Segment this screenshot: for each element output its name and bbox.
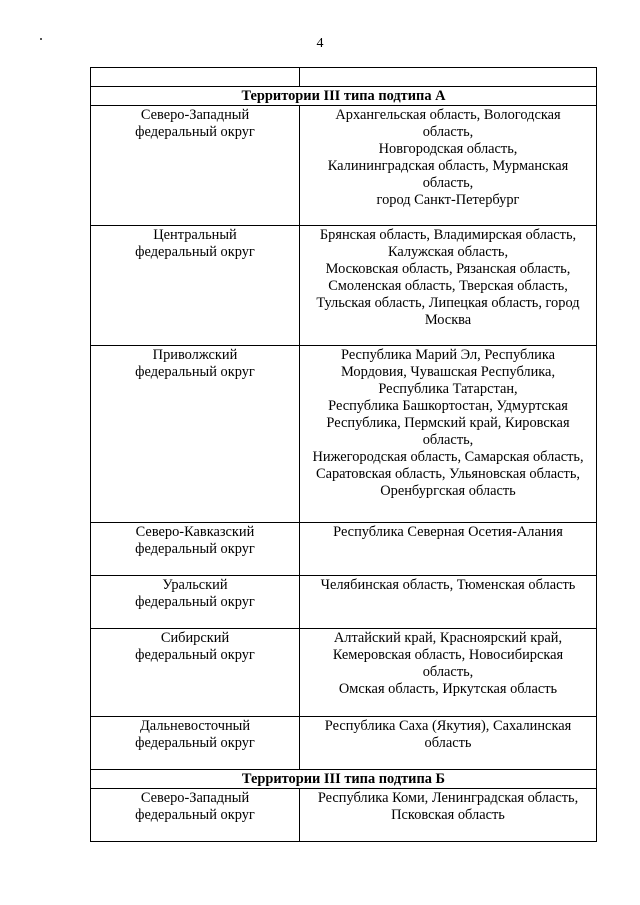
regions-text	[303, 106, 593, 209]
region-line: город Санкт-Петербург	[376, 192, 520, 208]
region-line: Республика, Пермский край, Кировская	[326, 415, 570, 431]
table-row	[91, 629, 597, 717]
district-cell	[91, 523, 300, 576]
region-line: Мордовия, Чувашская Республика,	[340, 364, 556, 380]
region-line: область,	[422, 664, 474, 680]
district-cell	[91, 346, 300, 523]
region-line: Новгородская область,	[378, 141, 518, 157]
region-line: Республика Северная Осетия-Алания	[333, 524, 563, 540]
district-line: Уральский	[162, 577, 228, 593]
district-line: федеральный округ	[135, 735, 255, 751]
district-text	[94, 717, 296, 752]
regions-text	[303, 717, 593, 752]
region-line: Республика Татарстан,	[378, 381, 518, 397]
regions-text	[303, 346, 593, 500]
region-line: Омская область, Иркутская область	[338, 681, 558, 697]
region-line: Тульская область, Липецкая область, город	[316, 295, 580, 311]
territories-table-body	[91, 68, 597, 842]
section-heading-row	[91, 770, 597, 789]
district-line: федеральный округ	[135, 124, 255, 140]
table-row	[91, 226, 597, 346]
table-row	[91, 789, 597, 842]
section-heading: Территории III типа подтипа Б	[91, 770, 597, 789]
regions-cell	[300, 576, 597, 629]
district-line: федеральный округ	[135, 647, 255, 663]
district-text	[94, 106, 296, 141]
district-line: Северо-Западный	[140, 790, 250, 806]
region-line: Калужская область,	[387, 244, 509, 260]
region-line: Алтайский край, Красноярский край,	[333, 630, 563, 646]
region-line: Республика Марий Эл, Республика	[341, 347, 555, 363]
district-line: Сибирский	[160, 630, 230, 646]
table-blank-row	[91, 68, 597, 87]
regions-cell	[300, 106, 597, 226]
region-line: Республика Коми, Ленинградская область,	[317, 790, 579, 806]
table-row	[91, 106, 597, 226]
region-line: область,	[422, 124, 474, 140]
district-text	[94, 226, 296, 261]
district-cell	[91, 789, 300, 842]
regions-cell	[300, 717, 597, 770]
district-line: федеральный округ	[135, 594, 255, 610]
district-text	[94, 346, 296, 381]
regions-text	[303, 523, 593, 541]
district-line: федеральный округ	[135, 541, 255, 557]
region-line: область	[424, 735, 472, 751]
table-row	[91, 346, 597, 523]
table-row	[91, 717, 597, 770]
district-line: Приволжский	[152, 347, 238, 363]
region-line: Московская область, Рязанская область,	[325, 261, 571, 277]
region-line: Брянская область, Владимирская область,	[319, 227, 577, 243]
region-line: Нижегородская область, Самарская область,	[312, 449, 584, 465]
section-heading-row	[91, 87, 597, 106]
district-line: федеральный округ	[135, 364, 255, 380]
regions-cell	[300, 523, 597, 576]
table-row	[91, 576, 597, 629]
region-line: Республика Саха (Якутия), Сахалинская	[324, 718, 572, 734]
region-line: Саратовская область, Ульяновская область,	[316, 466, 580, 482]
territories-table	[90, 67, 597, 842]
region-line: Смоленская область, Тверская область,	[328, 278, 568, 294]
page-number: 4	[316, 36, 324, 51]
region-line: Челябинская область, Тюменская область	[320, 577, 576, 593]
region-line: Оренбургская область	[380, 483, 516, 499]
regions-text	[303, 629, 593, 698]
district-text	[94, 523, 296, 558]
district-cell	[91, 576, 300, 629]
region-line: Калининградская область, Мурманская	[327, 158, 569, 174]
district-line: федеральный округ	[135, 807, 255, 823]
region-line: область,	[422, 175, 474, 191]
regions-cell	[300, 629, 597, 717]
blank-cell	[91, 68, 300, 87]
regions-cell	[300, 226, 597, 346]
district-text	[94, 789, 296, 824]
regions-text	[303, 226, 593, 329]
district-line: Дальневосточный	[139, 718, 251, 734]
district-cell	[91, 226, 300, 346]
section-heading: Территории III типа подтипа А	[91, 87, 597, 106]
district-cell	[91, 717, 300, 770]
region-line: Псковская область	[391, 807, 505, 823]
district-cell	[91, 629, 300, 717]
district-line: Центральный	[153, 227, 237, 243]
district-cell	[91, 106, 300, 226]
district-line: федеральный округ	[135, 244, 255, 260]
region-line: Архангельская область, Вологодская	[335, 107, 561, 123]
district-line: Северо-Западный	[140, 107, 250, 123]
region-line: Кемеровская область, Новосибирская	[332, 647, 564, 663]
table-row	[91, 523, 597, 576]
region-line: область,	[422, 432, 474, 448]
regions-text	[303, 576, 593, 594]
regions-cell	[300, 789, 597, 842]
blank-cell	[300, 68, 597, 87]
regions-cell	[300, 346, 597, 523]
region-line: Республика Башкортостан, Удмуртская	[328, 398, 568, 414]
regions-text	[303, 789, 593, 824]
scan-mark	[40, 38, 42, 40]
district-text	[94, 629, 296, 664]
district-line: Северо-Кавказский	[135, 524, 255, 540]
region-line: Москва	[424, 312, 472, 328]
district-text	[94, 576, 296, 611]
